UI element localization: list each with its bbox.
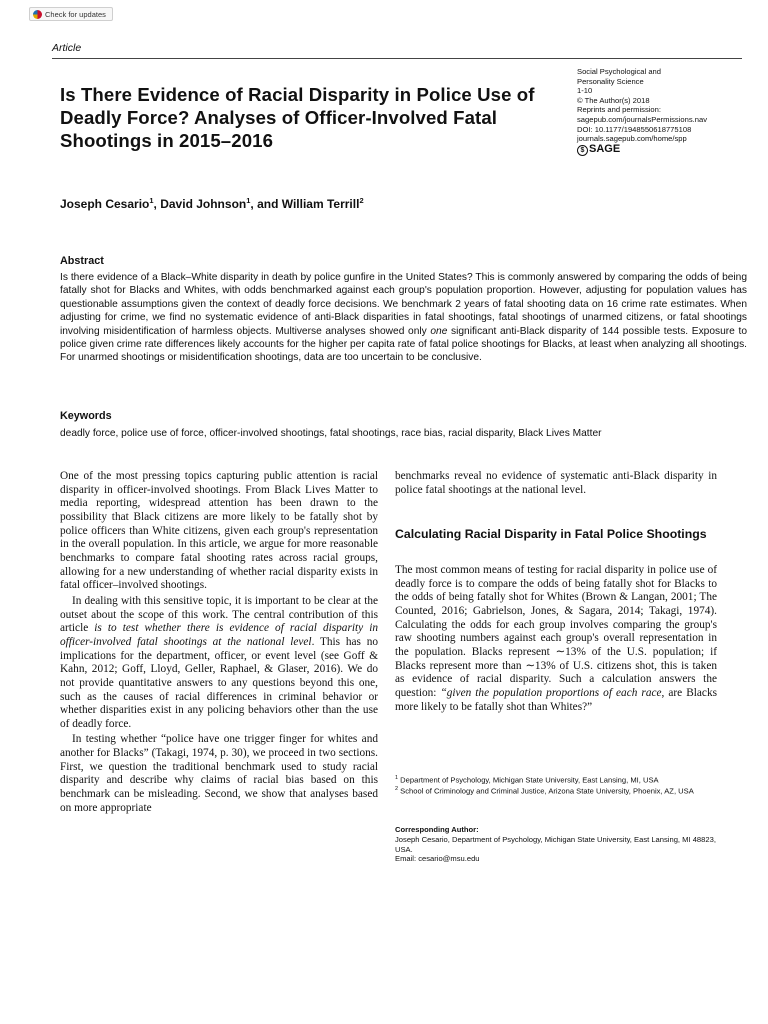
doi-link[interactable]: DOI: 10.1177/1948550618775108: [577, 124, 692, 134]
article-type-label: Article: [52, 42, 82, 54]
section-heading: Calculating Racial Disparity in Fatal Police Shootings: [395, 527, 707, 541]
keywords-text: deadly force, police use of force, officer-involved shootings, fatal shootings, race bias, racial disparity, Black Lives Matter: [60, 428, 602, 439]
author-name: , David Johnson: [153, 197, 247, 211]
publisher-logo: [577, 142, 747, 156]
abstract-text-part: Is there evidence of a Black–White disparity in death by police gunfire in the United States? This is commonly answered by comparing the odds of being fatally shot for Blacks and Whites, with odds benchmarked against each group's population proportion. However, adjusting for population values has questionable assumptions given the context of deadly force decisions. We benchmark 2 years of fatal shooting data on 16 crime rate estimates. When adjusting for crime, we find no systematic evidence of anti-Black disparities in fatal shootings, fatal shootings of unarmed citizens, or fatal shootings involving misidentification of harmless objects. Multiverse analyses showed only: [60, 272, 747, 337]
body-emphasis: is to test whether there is evidence of racial disparity in officer-involved fatal shootings at the national level: [60, 622, 378, 648]
affiliation-marker: 2: [359, 196, 364, 205]
affiliation-marker: 1: [395, 775, 399, 781]
page-range: 1-10: [577, 86, 593, 96]
abstract-text-part: significant anti-Black disparity of 144 possible tests. Exposure to police given crime rate differences likely accounts for the higher per capita rate of fatal police shootings for Blacks, at least when analyzing all shootings. For unarmed shootings or misidentification shootings, data are too uncertain to be conclusive.: [60, 325, 747, 364]
abstract-text: [60, 271, 747, 365]
affiliation-line: [395, 774, 717, 785]
badge-label: Check for updates: [45, 9, 106, 19]
affiliations: [395, 774, 717, 797]
body-emphasis: “given the population proportions of each race: [440, 686, 662, 699]
sage-s-icon: $: [577, 145, 588, 156]
keywords-heading: Keywords: [60, 410, 112, 422]
author-name: Joseph Cesario: [60, 197, 150, 211]
author-name: , and William Terrill: [250, 197, 360, 211]
reprints-link[interactable]: sagepub.com/journalsPermissions.nav: [577, 114, 708, 124]
body-paragraph: In testing whether “police have one trigger finger for whites and another for Blacks” (Takagi, 1974, p. 30), we proceed in two sections. First, we question the traditional benchmark used to study racial disparity and describe why claims of racial bias based on this benchmark can be misleading. Second, we show that analyses based on more appropriate: [60, 733, 378, 814]
body-paragraph: [395, 564, 717, 714]
body-paragraph: [60, 595, 378, 732]
abstract-emphasis: one: [430, 325, 448, 337]
journal-name-line2: Personality Science: [577, 76, 644, 86]
corresponding-author-address: Joseph Cesario, Department of Psychology, Michigan State University, East Lansing, MI 48823, USA.: [395, 834, 716, 854]
affiliation-marker: 1: [149, 196, 154, 205]
header-rule: [52, 58, 742, 59]
author-list: [60, 196, 364, 211]
affiliation-line: [395, 785, 717, 796]
corresponding-author: [395, 825, 717, 864]
journal-homepage-link[interactable]: journals.sagepub.com/home/spp: [577, 134, 687, 144]
body-column-right: [395, 564, 717, 714]
affiliation-text: School of Criminology and Criminal Justice, Arizona State University, Phoenix, AZ, USA: [398, 786, 694, 796]
check-for-updates-badge[interactable]: [29, 7, 113, 21]
body-text-part: The most common means of testing for racial disparity in police use of deadly force is to compare the odds of being fatally shot for Blacks to the odds of being fatally shot for Whites (Brown & Langan, 2001; The Counted, 2016; Gabrielson, Jones, & Sagara, 2014; Takagi, 1974). Calculating the odds for each group involves comparing the group's raw shooting numbers against each group's overall representation in the population. Blacks represent ∼13% of the U.S. population; if Blacks represent more than ∼13% of U.S. citizens shot, this is taken as evidence of racial disparity. Such a calculation answers the question:: [395, 564, 717, 699]
body-paragraph: One of the most pressing topics capturing public attention is racial disparity in officer-involved shootings. From Black Lives Matter to media reporting, widespread attention has been drawn to the possibility that Black citizens are more likely to be fatally shot by police officers than White citizens, given each group's representation in the overall population. In this article, we argue for more reasonable benchmarks to compare fatal shooting rates across racial groups, allowing for a new understanding of whether racial disparity exists in fatal officer–involved shootings.: [60, 470, 378, 592]
abstract-heading: Abstract: [60, 255, 104, 267]
copyright-line: © The Author(s) 2018: [577, 95, 650, 105]
affiliation-marker: 1: [246, 196, 251, 205]
body-text-part: , are Blacks more likely to be fatally shot than Whites?”: [395, 686, 717, 713]
body-text-part: In dealing with this sensitive topic, it is important to be clear at the outset about the scope of this work. The central contribution of this article: [60, 594, 378, 635]
reprints-line1: Reprints and permission:: [577, 105, 661, 115]
journal-name-line1: Social Psychological and: [577, 67, 662, 76]
journal-info: [577, 67, 747, 156]
crossmark-icon: [33, 10, 42, 19]
paper-title: Is There Evidence of Racial Disparity in Police Use of Deadly Force? Analyses of Officer-Involved Fatal Shootings in 2015–2016: [60, 84, 535, 151]
affiliation-text: Department of Psychology, Michigan State University, East Lansing, MI, USA: [398, 775, 659, 785]
body-column-left: [60, 470, 378, 815]
corresponding-author-heading: Corresponding Author:: [395, 825, 479, 834]
body-text-part: . This has no implications for the department, officer, or event level (see Goff & Kahn, 2012; Goff, Lloyd, Geller, Raphael, & Glaser, 2016). We do not provide quantitative answers to any questions beyond this one, such as the causes of racial differences in criminal behavior or whether disparities exist in any policing behaviors other than the use of deadly force.: [60, 635, 378, 730]
body-column-right-top: [395, 470, 717, 497]
affiliation-marker: 2: [395, 786, 399, 793]
corresponding-author-email[interactable]: Email: cesario@msu.edu: [395, 854, 480, 864]
publisher-name: SAGE: [589, 142, 621, 155]
body-paragraph: benchmarks reveal no evidence of systematic anti-Black disparity in police fatal shootings at the national level.: [395, 470, 717, 496]
